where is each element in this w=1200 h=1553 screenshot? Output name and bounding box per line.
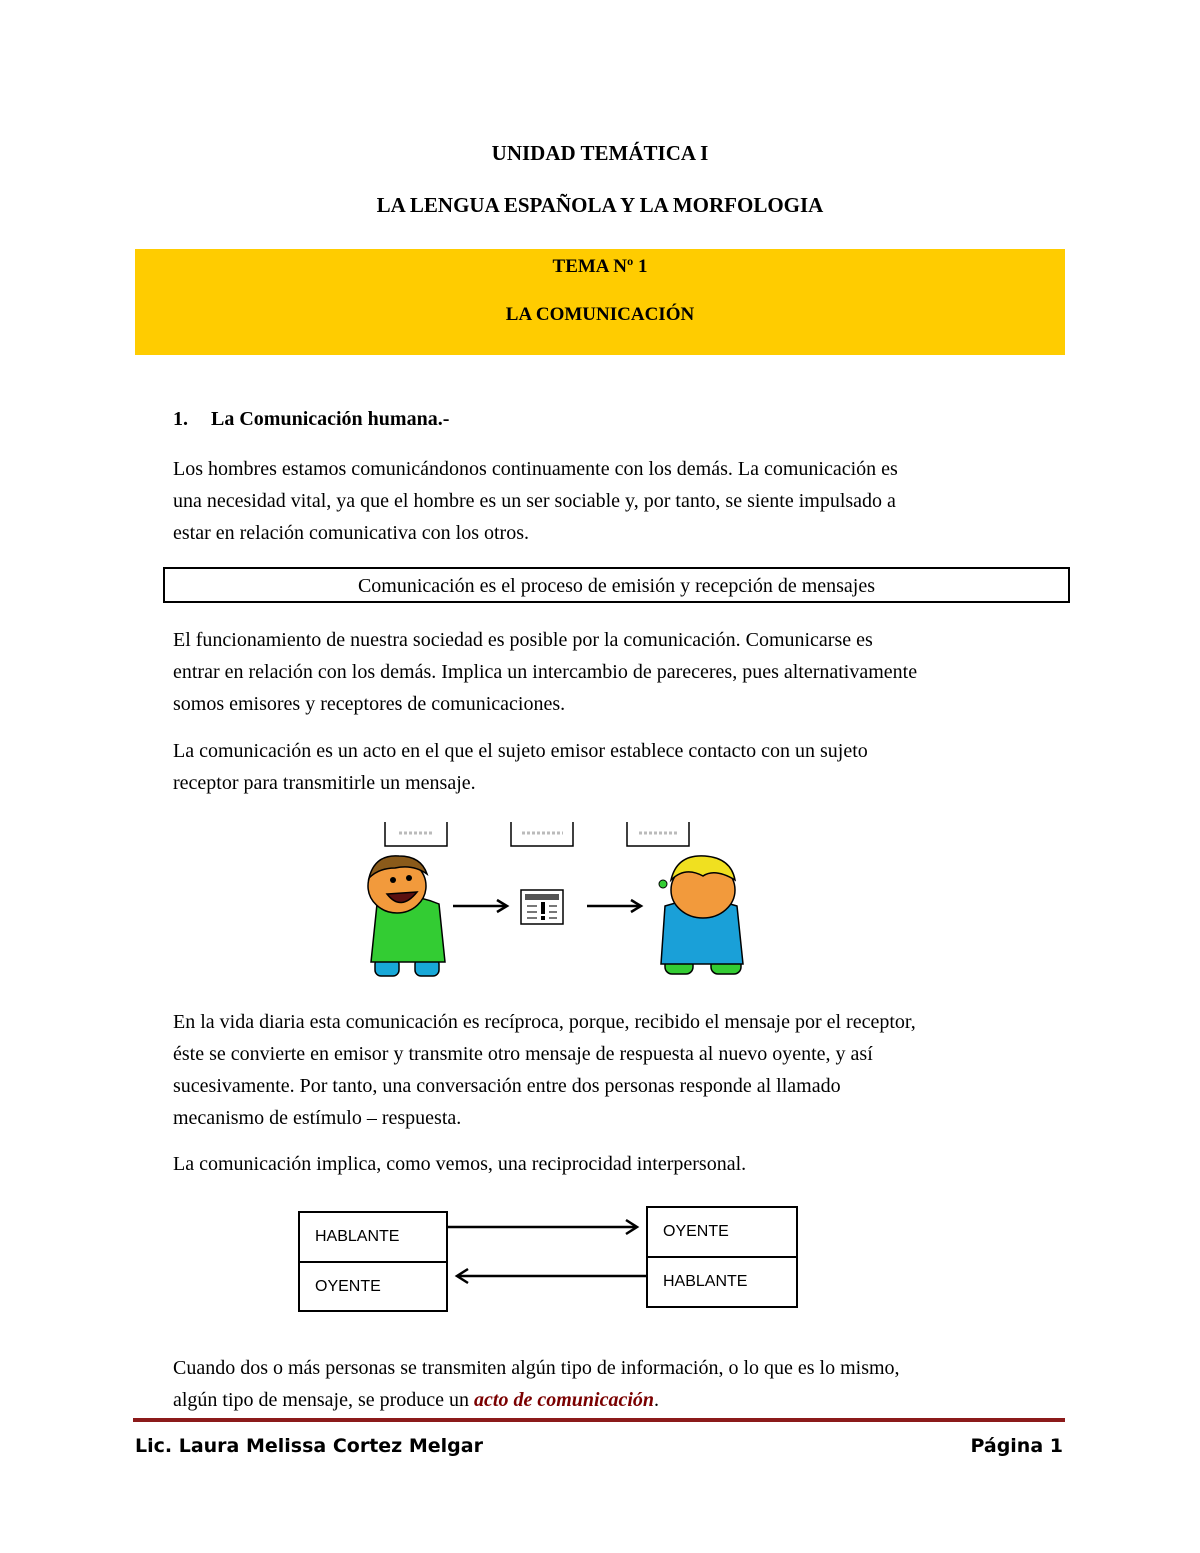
paragraph-line: entrar en relación con los demás. Implica un intercambio de pareceres, pues alternativamente <box>173 661 918 683</box>
paragraph-line: estar en relación comunicativa con los otros. <box>173 522 529 544</box>
emphasis-term: acto de comunicación <box>474 1389 655 1411</box>
paragraph-line: Cuando dos o más personas se transmiten algún tipo de información, o lo que es lo mismo, <box>173 1357 900 1379</box>
section-number: 1. <box>173 408 188 430</box>
communication-illustration <box>365 818 749 982</box>
paragraph-line: receptor para transmitirle un mensaje. <box>173 772 476 794</box>
definition-box: Comunicación es el proceso de emisión y recepción de mensajes <box>163 567 1070 603</box>
diagram-left-top: HABLANTE <box>298 1211 448 1263</box>
paragraph-line: mecanismo de estímulo – respuesta. <box>173 1107 462 1129</box>
footer-author: Lic. Laura Melissa Cortez Melgar <box>135 1435 483 1457</box>
section-heading <box>173 408 449 431</box>
paragraph-line: Los hombres estamos comunicándonos continuamente con los demás. La comunicación es <box>173 458 898 480</box>
topic-title: LA COMUNICACIÓN <box>505 304 695 325</box>
paragraph-reciprocal <box>173 1006 1063 1134</box>
unit-title: UNIDAD TEMÁTICA I <box>491 141 709 165</box>
paragraph-line <box>173 1384 1063 1416</box>
section-title: La Comunicación humana.- <box>211 408 450 430</box>
footer-page-number: Página 1 <box>970 1435 1063 1457</box>
paragraph-line: La comunicación es un acto en el que el sujeto emisor establece contacto con un sujeto <box>173 740 868 762</box>
paragraph-line: El funcionamiento de nuestra sociedad es posible por la comunicación. Comunicarse es <box>173 629 873 651</box>
arrow-right-icon <box>448 1220 637 1234</box>
footer-rule <box>133 1418 1065 1422</box>
diagram-right-top: OYENTE <box>646 1206 798 1258</box>
paragraph-society <box>173 624 1063 720</box>
diagram-right-bottom: HABLANTE <box>646 1256 798 1308</box>
message-icon <box>521 890 563 924</box>
text-run: algún tipo de mensaje, se produce un <box>173 1389 475 1411</box>
speaker-listener-diagram <box>296 1203 800 1313</box>
arrow-left-icon <box>457 1269 646 1283</box>
paragraph-line: una necesidad vital, ya que el hombre es un ser sociable y, por tanto, se siente impulsado a <box>173 490 896 512</box>
paragraph-act <box>173 735 1063 799</box>
paragraph-line: somos emisores y receptores de comunicaciones. <box>173 693 566 715</box>
paragraph-interpersonal: La comunicación implica, como vemos, una reciprocidad interpersonal. <box>173 1153 747 1175</box>
topic-banner <box>135 249 1065 355</box>
paragraph-line: éste se convierte en emisor y transmite otro mensaje de respuesta al nuevo oyente, y así <box>173 1043 873 1065</box>
paragraph-line: sucesivamente. Por tanto, una conversación entre dos personas responde al llamado <box>173 1075 841 1097</box>
text-run: . <box>654 1389 660 1411</box>
unit-subtitle: LA LENGUA ESPAÑOLA Y LA MORFOLOGIA <box>376 193 824 217</box>
diagram-arrows <box>296 1203 800 1313</box>
paragraph-intro <box>173 453 1063 549</box>
diagram-left-bottom: OYENTE <box>298 1261 448 1312</box>
paragraph-line: En la vida diaria esta comunicación es recíproca, porque, recibido el mensaje por el receptor, <box>173 1011 916 1033</box>
topic-number: TEMA Nº 1 <box>552 256 648 277</box>
paragraph-act-definition <box>173 1352 1063 1416</box>
